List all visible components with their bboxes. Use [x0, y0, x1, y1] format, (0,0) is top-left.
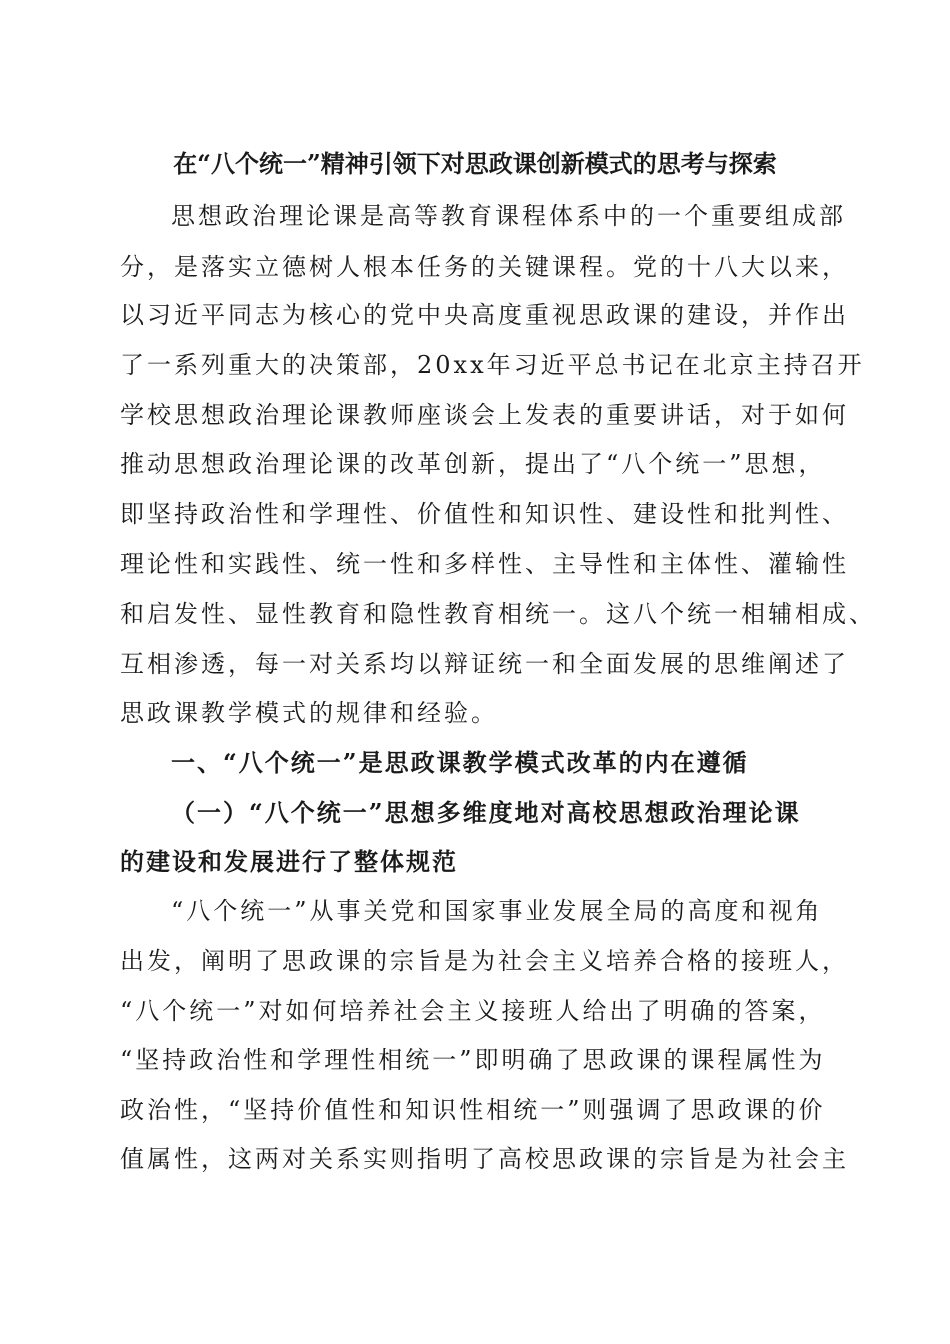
paragraph-line: 和启发性、显性教育和隐性教育相统一。这八个统一相辅相成、	[120, 600, 876, 628]
paragraph-line: 了一系列重大的决策部，20xx年习近平总书记在北京主持召开	[120, 351, 865, 379]
paragraph-line: “坚持政治性和学理性相统一”即明确了思政课的课程属性为	[120, 1046, 826, 1074]
paragraph-line: 即坚持政治性和学理性、价值性和知识性、建设性和批判性、	[120, 500, 849, 528]
paragraph-line: 学校思想政治理论课教师座谈会上发表的重要讲话，对于如何	[120, 401, 849, 429]
paragraph-line: 互相渗透，每一对关系均以辩证统一和全面发展的思维阐述了	[120, 650, 849, 678]
section-heading: 一、“八个统一”是思政课教学模式改革的内在遵循	[171, 748, 749, 777]
paragraph-line: 以习近平同志为核心的党中央高度重视思政课的建设，并作出	[120, 301, 849, 329]
paragraph-line: 推动思想政治理论课的改革创新，提出了“八个统一”思想，	[120, 450, 826, 478]
paragraph-line: “八个统一”对如何培养社会主义接班人给出了明确的答案，	[120, 997, 826, 1025]
paragraph-line: 思想政治理论课是高等教育课程体系中的一个重要组成部	[171, 202, 846, 230]
paragraph-line: 值属性，这两对关系实则指明了高校思政课的宗旨是为社会主	[120, 1145, 849, 1173]
subsection-heading: 的建设和发展进行了整体规范	[120, 847, 458, 876]
paragraph-line: 思政课教学模式的规律和经验。	[120, 699, 498, 727]
subsection-heading: （一）“八个统一”思想多维度地对高校思想政治理论课	[171, 798, 801, 827]
document-title: 在“八个统一”精神引领下对思政课创新模式的思考与探索	[173, 149, 777, 178]
paragraph-line: “八个统一”从事关党和国家事业发展全局的高度和视角	[171, 897, 823, 925]
paragraph-line: 政治性，“坚持价值性和知识性相统一”则强调了思政课的价	[120, 1096, 826, 1124]
paragraph-line: 分，是落实立德树人根本任务的关键课程。党的十八大以来，	[120, 253, 849, 281]
paragraph-line: 出发，阐明了思政课的宗旨是为社会主义培养合格的接班人，	[120, 947, 849, 975]
paragraph-line: 理论性和实践性、统一性和多样性、主导性和主体性、灌输性	[120, 550, 849, 578]
